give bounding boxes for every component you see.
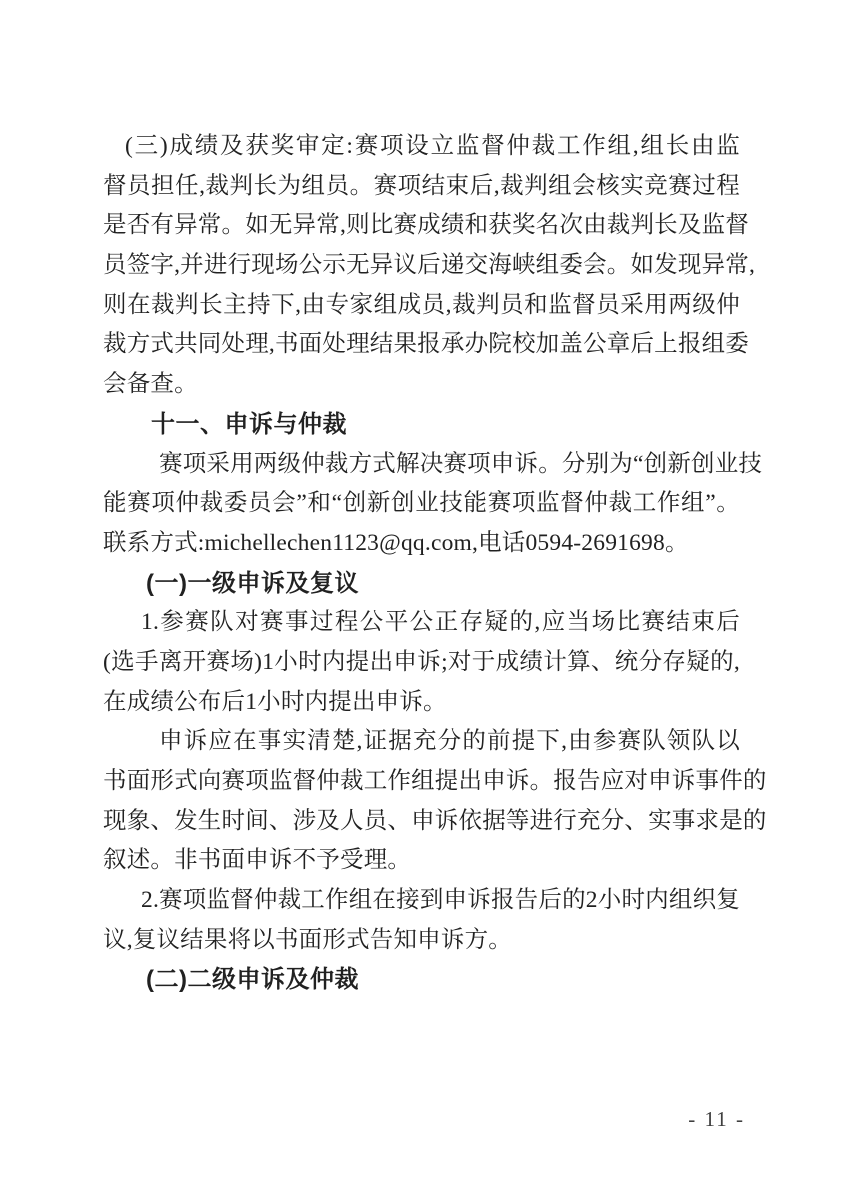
paragraph-line: 在成绩公布后1小时内提出申诉。 (103, 688, 447, 715)
section-heading-eleven: 十一、申诉与仲裁 (151, 410, 347, 438)
paragraph-line: 现象、发生时间、涉及人员、申诉依据等进行充分、实事求是的 (103, 807, 767, 834)
paragraph-line: 会备查。 (103, 371, 198, 398)
paragraph-line: 2.赛项监督仲裁工作组在接到申诉报告后的2小时内组织复 (141, 887, 740, 914)
subsection-heading-first-appeal: (一)一级申诉及复议 (146, 569, 359, 597)
paragraph-line: (选手离开赛场)1小时内提出申诉;对于成绩计算、统分存疑的, (103, 648, 740, 675)
paragraph-line: 叙述。非书面申诉不予受理。 (103, 847, 412, 874)
paragraph-line: 则在裁判长主持下,由专家组成员,裁判员和监督员采用两级仲 (103, 291, 740, 318)
contact-info-line: 联系方式:michellechen1123@qq.com,电话0594-2691698。 (103, 529, 689, 556)
paragraph-line: 书面形式向赛项监督仲裁工作组提出申诉。报告应对申诉事件的 (103, 768, 767, 794)
paragraph-line: 裁方式共同处理,书面处理结果报承办院校加盖公章后上报组委 (103, 331, 749, 358)
paragraph-line: 是否有异常。如无异常,则比赛成绩和获奖名次由裁判长及监督 (103, 212, 749, 239)
paragraph-line: 员签字,并进行现场公示无异议后递交海峡组委会。如发现异常, (103, 252, 756, 279)
paragraph-line: 赛项采用两级仲裁方式解决赛项申诉。分别为“创新创业技 (159, 450, 763, 477)
subsection-heading-second-appeal: (二)二级申诉及仲裁 (146, 966, 359, 994)
text-block (103, 127, 767, 1000)
paragraph-line: 议,复议结果将以书面形式告知申诉方。 (103, 926, 512, 953)
paragraph-line: 能赛项仲裁委员会”和“创新创业技能赛项监督仲裁工作组”。 (103, 490, 740, 517)
page-number: - 11 - (688, 1107, 745, 1131)
paragraph-line: 1.参赛队对赛事过程公平公正存疑的,应当场比赛结束后 (141, 609, 740, 636)
paragraph-line: 申诉应在事实清楚,证据充分的前提下,由参赛队领队以 (159, 728, 740, 755)
paragraph-line: (三)成绩及获奖审定:赛项设立监督仲裁工作组,组长由监 (125, 133, 740, 159)
paragraph-line: 督员担任,裁判长为组员。赛项结束后,裁判组会核实竞赛过程 (103, 172, 740, 199)
